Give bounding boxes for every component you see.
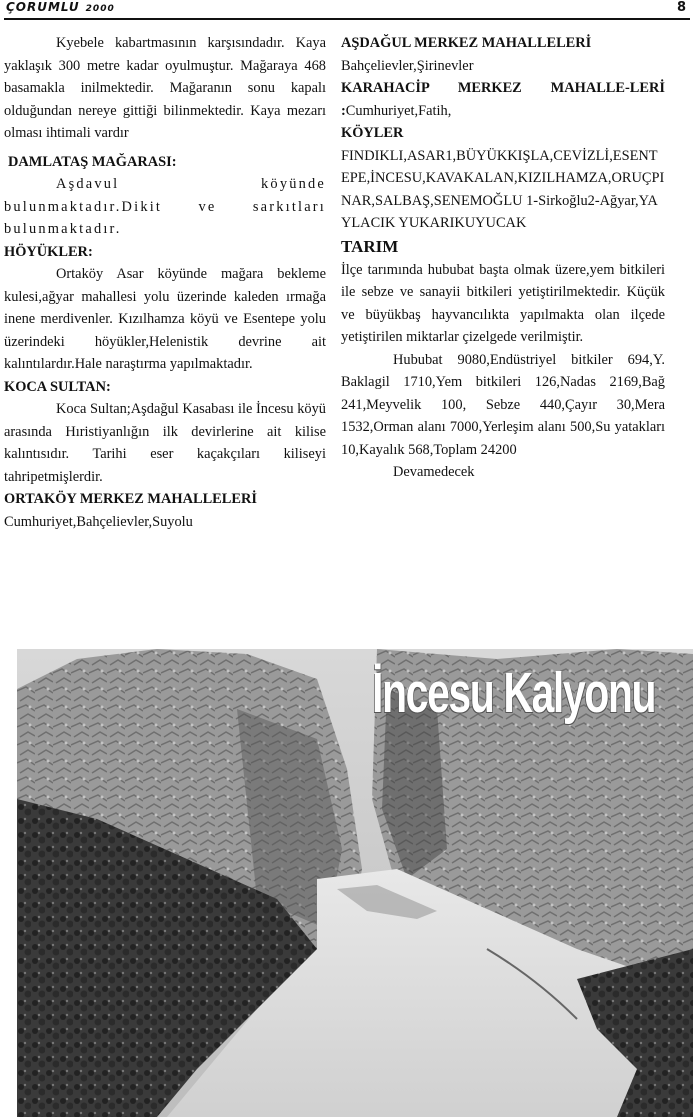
damlatas-heading: DAMLATAŞ MAĞARASI:	[8, 153, 177, 170]
intro-paragraph: Kyebele kabartmasının karşısındadır. Kaya yaklaşık 300 metre kadar oyulmuştur. Mağaraya 468 basamakla inilmektedir. Mağaranın sonu kapalı olduğundan nereye gittiği bilinmektedir. Kaya mezarı olması ihtimali vardır	[4, 35, 326, 141]
page-number: 8	[676, 0, 686, 15]
tarim-paragraph: İlçe tarımında hububat başta olmak üzere,yem bitkileri ile sebze ve sanayii bitkileri yetiştirilmektedir. Küçük ve büyükbaş hayvancılıkta yapılmakta olan ilçede yetiştirilen miktarlar çizelgede verilmiştir.	[341, 261, 665, 345]
left-column	[4, 32, 326, 533]
continued-note: Devamedecek	[393, 464, 475, 480]
asdagul-heading: AŞDAĞUL MERKEZ MAHALLELERİ	[341, 35, 592, 51]
right-column	[341, 32, 665, 484]
asdagul-paragraph: Bahçelievler,Şirinevler	[341, 57, 474, 74]
stats-paragraph: Hububat 9080,Endüstriyel bitkiler 694,Y. Baklagil 1710,Yem bitkileri 126,Nadas 2169,Bağ 241,Meyvelik 100, Sebze 440,Çayır 30,Mera 1532,Orman alanı 7000,Yerleşim alanı 500,Su yatakları 10,Kayalık 568,Toplam 24200	[341, 351, 665, 458]
koyler-paragraph: FINDIKLI,ASAR1,BÜYÜKKIŞLA,CEVİZLİ,ESENTEPE,İNCESU,KAVAKALAN,KIZILHAMZA,ORUÇPINAR,SALBAŞ,SENEMOĞLU 1-Sirkoğlu2-Ağyar,YAYLACIK YUKARIKUYUCAK	[341, 147, 665, 231]
tarim-heading: TARIM	[341, 236, 399, 256]
brand-name: ÇORUMLU	[6, 0, 80, 14]
karahacip-block	[341, 77, 665, 122]
karahacip-paragraph: Cumhuriyet,Fatih,	[345, 102, 452, 119]
page-header	[4, 0, 690, 20]
photo-title: İncesu Kalyonu	[372, 661, 656, 725]
hoyukler-heading: HÖYÜKLER:	[4, 243, 93, 260]
hoyukler-paragraph: Ortaköy Asar köyünde mağara bekleme kulesi,ağyar mahallesi yolu üzerinde kaleden ırmağa inene merdivenler. Kızılhamza köyü ve Esentepe yolu üzerindeki höyükler,Helenistik devrine ait kalıntılardır.Hale naraştırma yapılmaktadır.	[4, 266, 326, 372]
damlatas-paragraph: Aşdavul köyünde bulunmaktadır.Dikit ve sarkıtları bulunmaktadır.	[4, 176, 326, 237]
issue-year: 2000	[85, 4, 115, 14]
ortakoy-paragraph: Cumhuriyet,Bahçelievler,Suyolu	[4, 513, 193, 530]
magazine-brand	[6, 0, 115, 14]
koyler-heading: KÖYLER	[341, 125, 404, 141]
koca-sultan-paragraph: Koca Sultan;Aşdağul Kasabası ile İncesu köyü arasında Hıristiyanlığın ilk devirlerine ait kilise kalıntısıdır. Tarihi eser kaçakçıları kiliseyi tahripetmişlerdir.	[4, 401, 326, 485]
karahacip-heading: KARAHACİP MERKEZ MAHALLE-LERİ :	[341, 80, 665, 119]
koca-sultan-heading: KOCA SULTAN:	[4, 378, 111, 395]
ortakoy-heading: ORTAKÖY MERKEZ MAHALLELERİ	[4, 491, 257, 507]
